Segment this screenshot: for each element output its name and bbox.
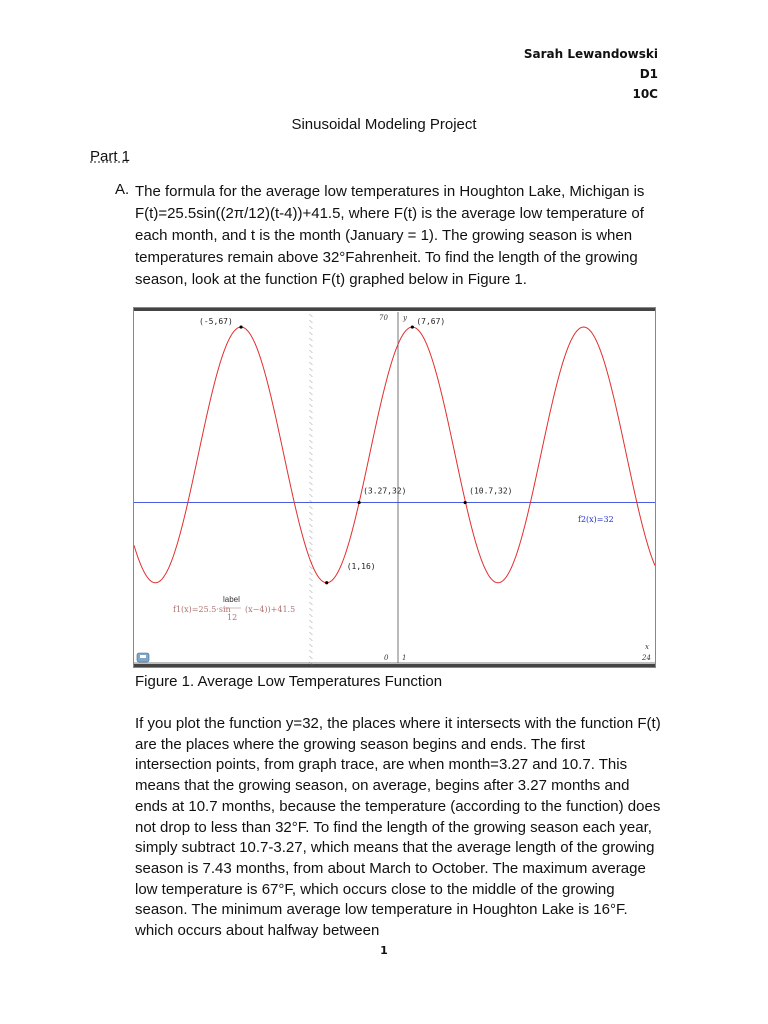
y-axis-hatching (309, 314, 312, 665)
hatch-mark (309, 644, 312, 647)
hatch-mark (309, 446, 312, 449)
hatch-mark (309, 518, 312, 521)
hatch-mark (309, 458, 312, 461)
hatch-mark (309, 512, 312, 515)
hatch-mark (309, 464, 312, 467)
series-line-f1 (134, 327, 655, 583)
hatch-mark (309, 548, 312, 551)
hatch-mark (309, 536, 312, 539)
point-marker (239, 325, 242, 328)
hatch-mark (309, 404, 312, 407)
hatch-mark (309, 578, 312, 581)
point-label: (10.7,32) (469, 486, 513, 496)
author-header (524, 44, 658, 104)
hatch-mark (309, 602, 312, 605)
figure-graph (133, 307, 656, 668)
x-min-tick-label: 1 (402, 654, 407, 662)
point-label: (7,67) (416, 317, 446, 327)
hatch-mark (309, 416, 312, 419)
hatch-mark (309, 620, 312, 623)
hatch-mark (309, 350, 312, 353)
hatch-mark (309, 650, 312, 653)
hatch-mark (309, 524, 312, 527)
hatch-mark (309, 326, 312, 329)
hatch-mark (309, 362, 312, 365)
hatch-mark (309, 452, 312, 455)
hatch-mark (309, 626, 312, 629)
hatch-mark (309, 488, 312, 491)
hatch-mark (309, 566, 312, 569)
x-max-tick-label: 24 (642, 654, 651, 662)
hatch-mark (309, 482, 312, 485)
hatch-mark (309, 494, 312, 497)
hatch-mark (309, 596, 312, 599)
hatch-mark (309, 320, 312, 323)
hatch-mark (309, 422, 312, 425)
point-label: (-5,67) (199, 317, 233, 327)
f2-formula-label: f2(x)=32 (578, 515, 614, 524)
hatch-mark (309, 614, 312, 617)
hatch-mark (309, 440, 312, 443)
section-code: 10C (632, 87, 658, 101)
point-marker (358, 501, 361, 504)
hatch-mark (309, 656, 312, 659)
hatch-mark (309, 428, 312, 431)
frame-top-bar (134, 308, 655, 311)
item-a-text: The formula for the average low temperatures in Houghton Lake, Michigan is F(t)=25.5sin((2π/12)(t-4))+41.5, where F(t) is the average low temperature of each month, and t is the month (January = 1). The growing season is when temperatures remain above 32°Fahrenheit. To find the length of the growing season, look at the function F(t) graphed below in Figure 1. (135, 183, 645, 288)
point-markers (199, 317, 512, 584)
f1-fraction-den: 12 (227, 613, 238, 622)
hatch-mark (309, 368, 312, 371)
hatch-mark (309, 542, 312, 545)
y-axis-name: y (403, 314, 407, 322)
list-marker: A. (115, 181, 130, 198)
hatch-mark (309, 590, 312, 593)
hatch-mark (309, 380, 312, 383)
hatch-mark (309, 470, 312, 473)
part-heading: Part 1 (90, 148, 131, 165)
point-label: (3.27,32) (363, 486, 407, 496)
f1-formula-suffix: (x−4))+41.5 (245, 605, 296, 614)
hatch-mark (309, 374, 312, 377)
calculator-icon[interactable] (137, 653, 149, 662)
hatch-mark (309, 506, 312, 509)
y-max-label: 70 (379, 314, 388, 322)
x-axis-name: x (645, 643, 649, 651)
graph-canvas (134, 308, 655, 667)
hatch-mark (309, 392, 312, 395)
point-marker (325, 581, 328, 584)
hatch-mark (309, 632, 312, 635)
hatch-mark (309, 638, 312, 641)
hatch-mark (309, 332, 312, 335)
origin-label: 0 (384, 654, 389, 662)
class-code: D1 (639, 67, 658, 81)
hatch-mark (309, 314, 312, 317)
body-paragraph: If you plot the function y=32, the places where it intersects with the function F(t) are the places where the growing season begins and ends. The first intersection points, from graph trace, are when month=3.27 and 10.7. This means that the growing season, on average, begins after 3.27 months and ends at 10.7 months, because the temperature (according to the function) does not drop to less than 32°F. To find the length of the growing season each year, simply subtract 10.7-3.27, which means that the average length of the growing season is 7.43 months, from about March to October. The maximum average low temperature is 67°F, which occurs close to the middle of the growing season. The minimum average low temperature in Houghton Lake is 16°F. which occurs about halfway between (135, 715, 661, 940)
point-marker (464, 501, 467, 504)
document-title: Sinusoidal Modeling Project (291, 116, 477, 133)
f1-formula-prefix: f1(x)=25.5·sin (173, 605, 231, 614)
hatch-mark (309, 410, 312, 413)
hatch-mark (309, 608, 312, 611)
author-name: Sarah Lewandowski (523, 47, 658, 61)
hatch-mark (309, 584, 312, 587)
point-label: (1,16) (346, 561, 376, 571)
hatch-mark (309, 572, 312, 575)
f1-formula-label (173, 595, 295, 622)
hatch-mark (309, 356, 312, 359)
hatch-mark (309, 530, 312, 533)
figure-caption: Figure 1. Average Low Temperatures Function (135, 673, 443, 690)
point-marker (411, 325, 414, 328)
page-number: 1 (380, 944, 388, 957)
hatch-mark (309, 344, 312, 347)
hatch-mark (309, 554, 312, 557)
hatch-mark (309, 386, 312, 389)
f1-label-note: label (223, 595, 240, 604)
hatch-mark (309, 338, 312, 341)
hatch-mark (309, 434, 312, 437)
hatch-mark (309, 398, 312, 401)
hatch-mark (309, 476, 312, 479)
frame-bottom-bar (134, 664, 655, 667)
